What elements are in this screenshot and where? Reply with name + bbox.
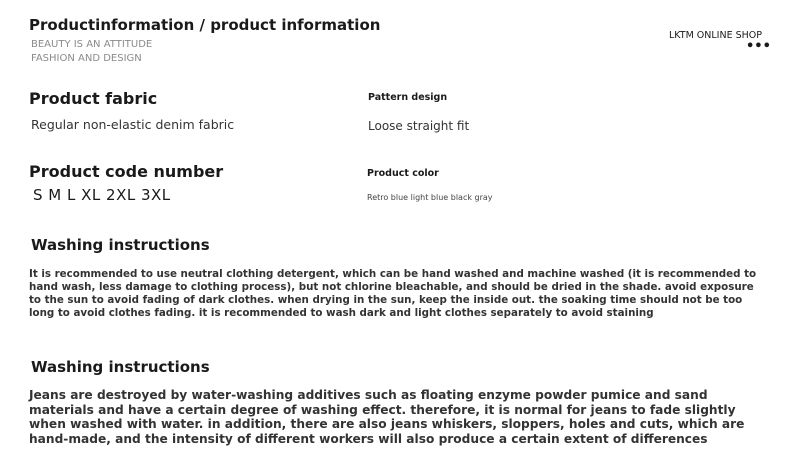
size-list: S M L XL 2XL 3XL — [33, 186, 171, 204]
color-label: Product color — [367, 168, 439, 179]
shop-name: LKTM ONLINE SHOP — [669, 30, 762, 41]
tagline-fashion: FASHION AND DESIGN — [31, 53, 142, 64]
more-dots-icon: ••• — [746, 39, 771, 54]
color-value: Retro blue light blue black gray — [367, 193, 493, 202]
fabric-value: Regular non-elastic denim fabric — [31, 117, 235, 132]
fabric-label: Product fabric — [29, 89, 158, 108]
washing-text-2: Jeans are destroyed by water-washing additives such as floating enzyme powder pumice and sand materials and have a certain degree of washing effect. therefore, it is normal for jeans to fade slightly when washed with water. in addition, there are also jeans whiskers, sloppers, holes and cuts, which are hand-made, and the intensity of different workers will also produce a certain extent of differences — [29, 388, 745, 446]
page-title: Productinformation / product information — [29, 16, 381, 34]
washing-text-1: It is recommended to use neutral clothing detergent, which can be hand washed and machine washed (it is recommended to hand wash, less damage to clothing process), but not chlorine bleachable, and should be dried in the shade. avoid exposure to the sun to avoid fading of dark clothes. when drying in the sun, keep the inside out. the soaking time should not be too long to avoid clothes fading. it is recommended to wash dark and light clothes separately to avoid staining — [29, 268, 757, 319]
pattern-label: Pattern design — [368, 92, 448, 103]
washing-heading-1: Washing instructions — [31, 236, 210, 254]
pattern-value: Loose straight fit — [368, 119, 470, 133]
tagline-attitude: BEAUTY IS AN ATTITUDE — [31, 39, 153, 50]
washing-heading-2: Washing instructions — [31, 358, 210, 376]
code-label: Product code number — [29, 162, 224, 181]
